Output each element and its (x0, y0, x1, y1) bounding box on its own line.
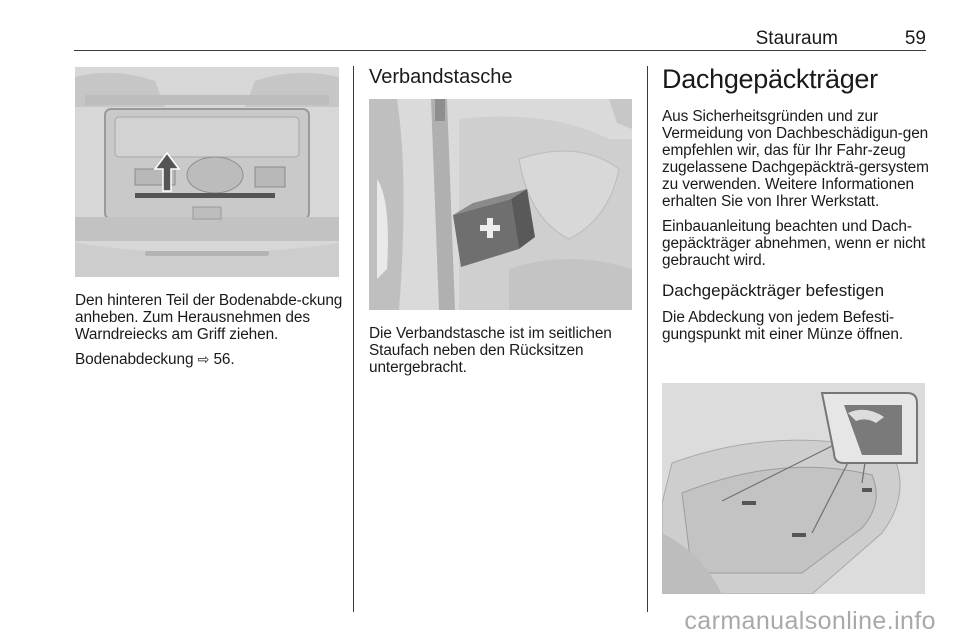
middle-text-block (369, 325, 637, 376)
roof-rack-paragraph-3: Die Abdeckung von jedem Befesti-gungspunkt mit einer Münze öffnen. (662, 309, 904, 343)
middle-heading-block (369, 66, 639, 89)
header-rule (74, 50, 926, 51)
section-title: Stauraum (755, 28, 838, 49)
reference-text: Bodenabdeckung (75, 351, 194, 368)
watermark: carmanualsonline.info (684, 607, 936, 635)
roof-rack-paragraph-1: Aus Sicherheitsgründen und zur Vermeidung von Dachbeschädigun-gen empfehlen wir, das für Ihr Fahr-zeug zugelassene Dachgepäckträ-gersystem zu verwenden. Weitere Informationen erhalten Sie von Ihrer Werkstatt. (662, 108, 929, 210)
reference-page: 56. (213, 351, 235, 368)
column-divider-1 (353, 66, 354, 612)
floor-cover-paragraph: Den hinteren Teil der Bodenabde-ckung anheben. Zum Herausnehmen des Warndreiecks am Griff ziehen. (75, 292, 343, 343)
trunk-floor-figure (75, 67, 339, 277)
left-text-block (75, 292, 347, 368)
roof-rack-figure (662, 383, 925, 594)
floor-cover-reference (75, 351, 347, 368)
page-reference-icon: ⇨ (197, 351, 210, 367)
roof-rack-subheading: Dachgepäckträger befestigen (662, 281, 885, 300)
first-aid-paragraph: Die Verbandstasche ist im seitlichen Staufach neben den Rücksitzen untergebracht. (369, 325, 612, 376)
trunk-floor-lift-illustration (75, 67, 339, 277)
column-divider-2 (647, 66, 648, 612)
page-header (74, 24, 926, 52)
page-number: 59 (904, 28, 926, 49)
first-aid-figure (369, 99, 632, 310)
first-aid-heading: Verbandstasche (369, 66, 513, 88)
roof-rack-mount-illustration (662, 383, 925, 594)
roof-rack-heading: Dachgepäckträger (662, 64, 878, 94)
first-aid-kit-illustration (369, 99, 632, 310)
right-text-block (662, 64, 930, 343)
roof-rack-paragraph-2: Einbauanleitung beachten und Dach-gepäckträger abnehmen, wenn er nicht gebraucht wird. (662, 218, 926, 269)
